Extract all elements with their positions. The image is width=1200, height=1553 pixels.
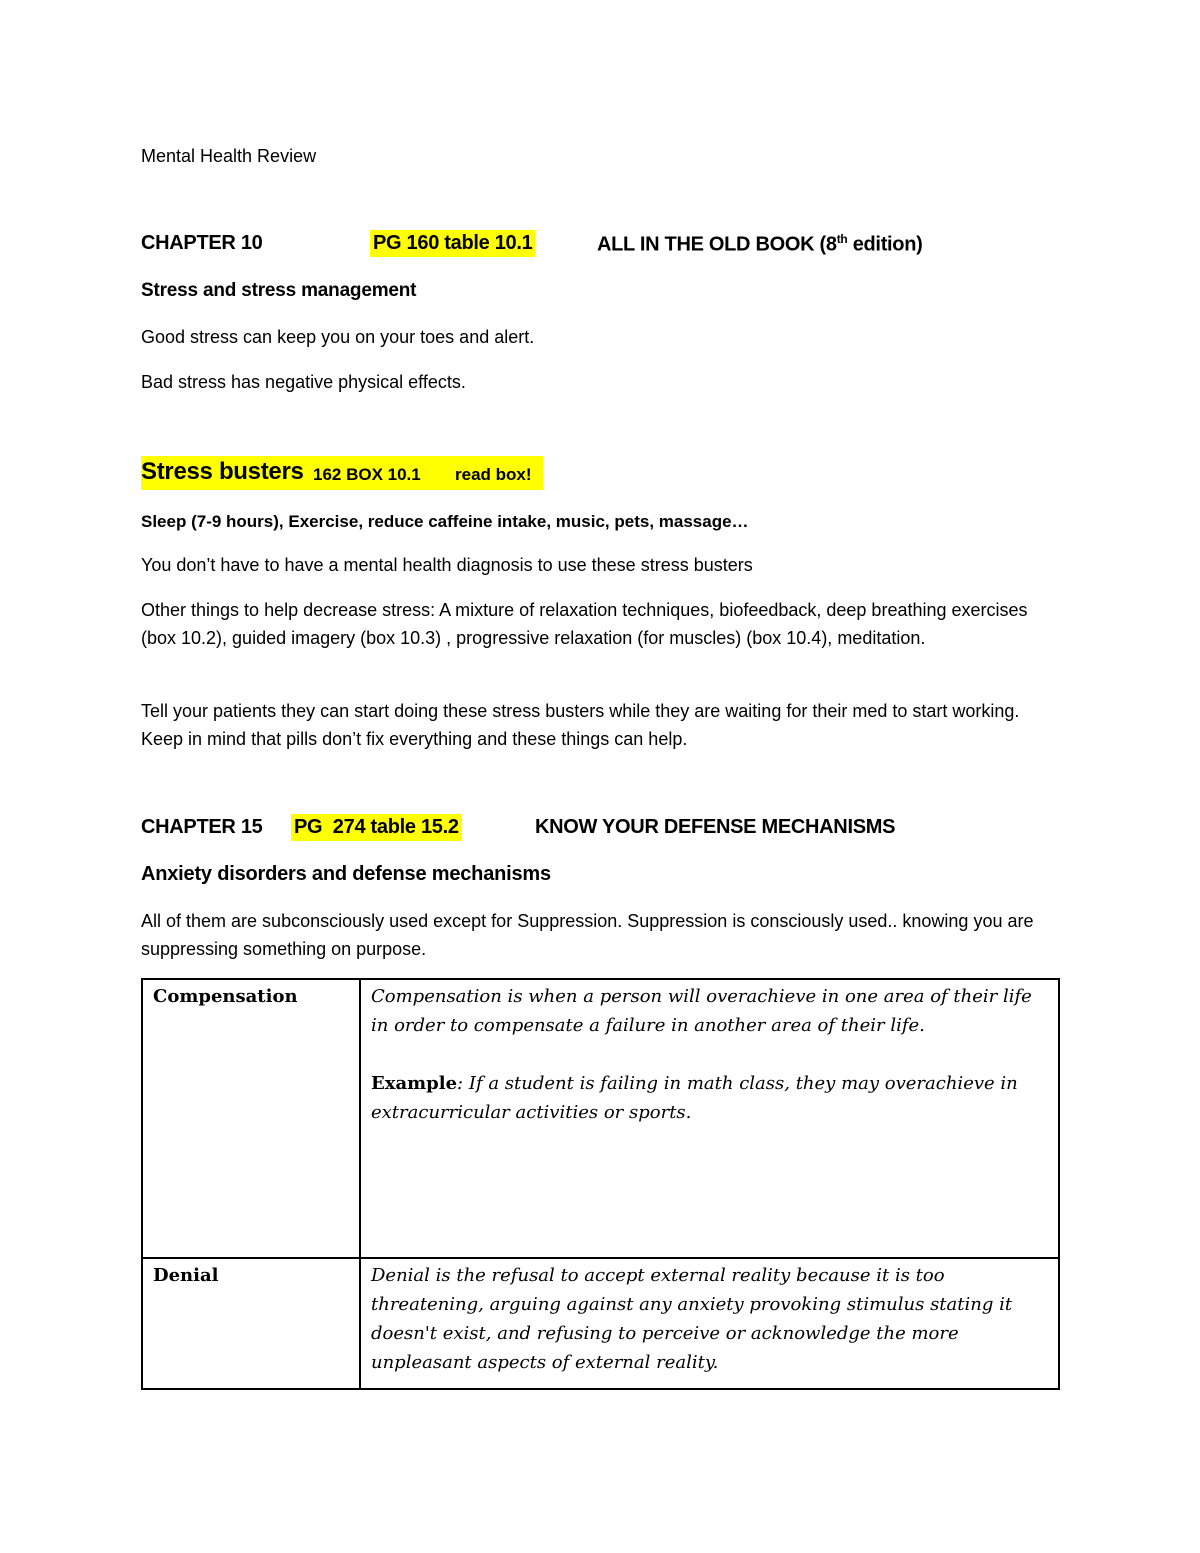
tell-patients-paragraph: Tell your patients they can start doing these stress busters while they are waiting for their med to start working. Keep in mind that pills don’t fix everything and these things can help.	[141, 701, 1020, 749]
chapter-15-label: CHAPTER 15	[141, 816, 263, 838]
mechanism-term: Denial	[142, 1258, 360, 1389]
chapter-15-page-ref: PG 274 table 15.2	[291, 814, 462, 841]
chapter-10-note	[597, 232, 923, 257]
description-text: Denial is the refusal to accept external reality because it is too threatening, arguing against any anxiety provoking stimulus stating it doesn't exist, and refusing to perceive or acknowledge the more unpleasant aspects of external reality.	[371, 1265, 1013, 1373]
document-title: Mental Health Review	[141, 146, 317, 166]
description-text: Compensation is when a person will overachieve in one area of their life in order to compensate a failure in another area of their life.	[371, 986, 1032, 1036]
anxiety-heading: Anxiety disorders and defense mechanisms	[141, 863, 551, 885]
chapter-10-note-sup: th	[836, 232, 848, 246]
mechanism-description	[360, 979, 1059, 1258]
chapter-15-note: KNOW YOUR DEFENSE MECHANISMS	[535, 816, 896, 838]
example-text	[371, 1069, 1048, 1127]
stress-heading: Stress and stress management	[141, 280, 417, 301]
good-stress-line: Good stress can keep you on your toes and alert.	[141, 327, 535, 347]
defense-intro-paragraph: All of them are subconsciously used except for Suppression. Suppression is consciously used.. knowing you are suppressing something on purpose.	[141, 911, 1034, 959]
mechanism-description	[360, 1258, 1059, 1389]
mechanism-term: Compensation	[142, 979, 360, 1258]
stress-busters-title: Stress busters	[141, 458, 304, 485]
chapter-10-label: CHAPTER 10	[141, 232, 263, 254]
other-things-paragraph: Other things to help decrease stress: A mixture of relaxation techniques, biofeedback, deep breathing exercises (box 10.2), guided imagery (box 10.3) , progressive relaxation (for muscles) (box 10.4), meditation.	[141, 600, 1028, 648]
no-diagnosis-line: You don’t have to have a mental health diagnosis to use these stress busters	[141, 555, 753, 575]
table-row	[142, 1258, 1059, 1389]
example-label: Example	[371, 1073, 458, 1094]
bad-stress-line: Bad stress has negative physical effects.	[141, 372, 466, 392]
stress-busters-note: read box!	[455, 465, 532, 484]
example-colon: :	[457, 1073, 464, 1094]
table-row	[142, 979, 1059, 1258]
example-body: If a student is failing in math class, they may overachieve in extracurricular activities or sports.	[371, 1073, 1018, 1123]
stress-busters-ref: 162 BOX 10.1	[313, 465, 421, 484]
chapter-10-note-text: ALL IN THE OLD BOOK (8	[597, 233, 837, 256]
defense-mechanisms-table	[141, 978, 1060, 1390]
chapter-10-page-ref: PG 160 table 10.1	[370, 230, 535, 257]
stress-busters-list: Sleep (7-9 hours), Exercise, reduce caffeine intake, music, pets, massage…	[141, 512, 749, 531]
chapter-10-note-end: edition)	[847, 233, 923, 256]
